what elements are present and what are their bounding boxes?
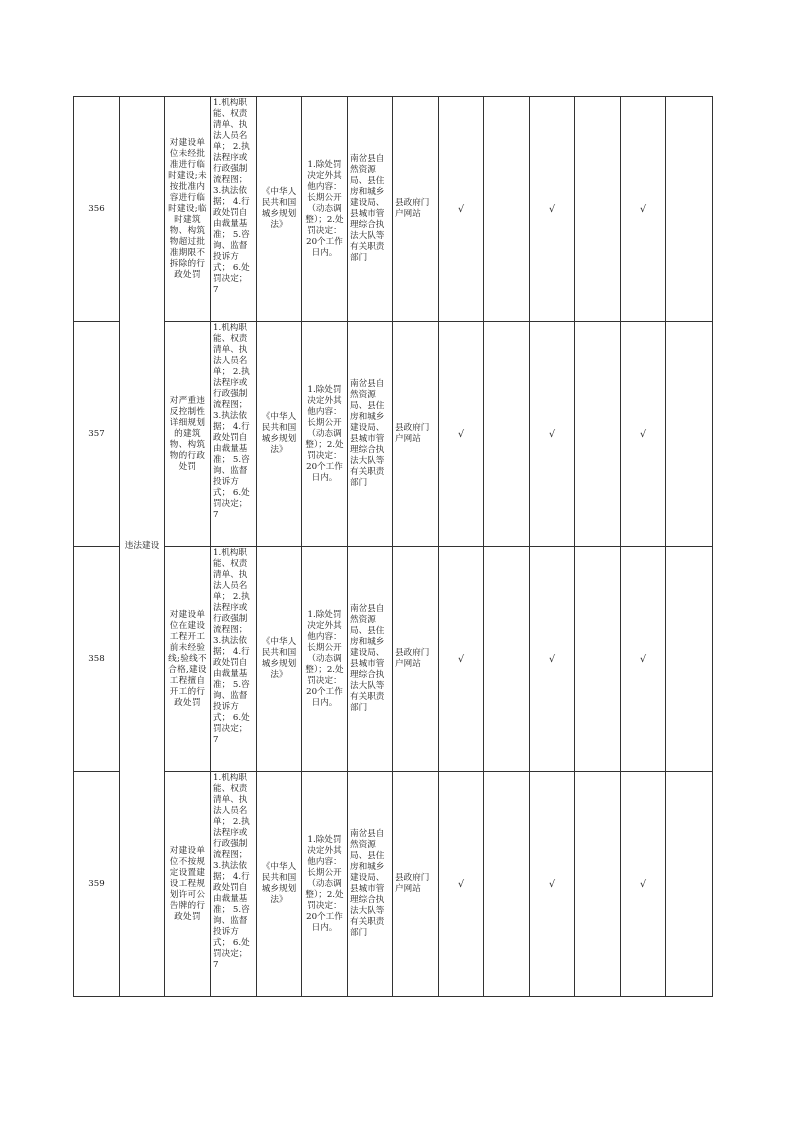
item-name: 对建设单位在建设工程开工前未经验线;验线不合格,建设工程擅自开工的行政处罚 (165, 547, 211, 772)
empty-cell (666, 772, 713, 997)
check-mark: √ (621, 547, 666, 772)
check-mark: √ (621, 97, 666, 322)
disclosure-table (73, 96, 713, 997)
time-limit: 1.除处罚决定外其他内容：长期公开（动态调整）；2.处罚决定：20个工作日内。 (302, 97, 348, 322)
responsible-department: 南岔县自然资源局、县住房和城乡建设局、县城市管理综合执法大队等有关职责部门 (348, 547, 393, 772)
legal-basis: 《中华人民共和国城乡规划法》 (257, 322, 302, 547)
empty-cell (484, 322, 530, 547)
legal-basis: 《中华人民共和国城乡规划法》 (257, 772, 302, 997)
row-number: 359 (74, 772, 120, 997)
check-mark: √ (621, 322, 666, 547)
responsible-department: 南岔县自然资源局、县住房和城乡建设局、县城市管理综合执法大队等有关职责部门 (348, 772, 393, 997)
empty-cell (484, 547, 530, 772)
responsible-department: 南岔县自然资源局、县住房和城乡建设局、县城市管理综合执法大队等有关职责部门 (348, 97, 393, 322)
table-row (74, 547, 713, 772)
empty-cell (575, 322, 621, 547)
time-limit: 1.除处罚决定外其他内容：长期公开（动态调整）；2.处罚决定：20个工作日内。 (302, 772, 348, 997)
disclosure-content: 1.机构职能、权责清单、执法人员名单； 2.执法程序或行政强制流程图； 3.执法依据； 4.行政处罚自由裁量基准； 5.咨询、监督投诉方式； 6.处罚决定； 7 (213, 322, 250, 520)
disclosure-channel: 县政府门户网站 (393, 547, 439, 772)
time-limit: 1.除处罚决定外其他内容：长期公开（动态调整）；2.处罚决定：20个工作日内。 (302, 547, 348, 772)
disclosure-content: 1.机构职能、权责清单、执法人员名单； 2.执法程序或行政强制流程图； 3.执法依据； 4.行政处罚自由裁量基准； 5.咨询、监督投诉方式； 6.处罚决定； 7 (213, 772, 250, 970)
empty-cell (575, 772, 621, 997)
disclosure-content: 1.机构职能、权责清单、执法人员名单； 2.执法程序或行政强制流程图； 3.执法依据； 4.行政处罚自由裁量基准； 5.咨询、监督投诉方式； 6.处罚决定； 7 (213, 547, 250, 745)
empty-cell (484, 97, 530, 322)
empty-cell (484, 772, 530, 997)
row-number: 357 (74, 322, 120, 547)
check-mark: √ (530, 322, 575, 547)
item-name: 对建设单位不按规定设置建设工程规划许可公告牌的行政处罚 (165, 772, 211, 997)
table-row (74, 772, 713, 997)
check-mark: √ (439, 772, 484, 997)
disclosure-channel: 县政府门户网站 (393, 772, 439, 997)
legal-basis: 《中华人民共和国城乡规划法》 (257, 97, 302, 322)
disclosure-channel: 县政府门户网站 (393, 97, 439, 322)
check-mark: √ (530, 772, 575, 997)
row-number: 358 (74, 547, 120, 772)
empty-cell (666, 322, 713, 547)
disclosure-content: 1.机构职能、权责清单、执法人员名单； 2.执法程序或行政强制流程图； 3.执法依据； 4.行政处罚自由裁量基准； 5.咨询、监督投诉方式； 6.处罚决定； 7 (213, 97, 250, 295)
table-row (74, 322, 713, 547)
empty-cell (575, 97, 621, 322)
check-mark: √ (530, 97, 575, 322)
item-name: 对建设单位未经批准进行临时建设;未按批准内容进行临时建设;临时建筑物、构筑物超过批准期限不拆除的行政处罚 (165, 97, 211, 322)
legal-basis: 《中华人民共和国城乡规划法》 (257, 547, 302, 772)
empty-cell (575, 547, 621, 772)
check-mark: √ (621, 772, 666, 997)
check-mark: √ (530, 547, 575, 772)
empty-cell (666, 97, 713, 322)
check-mark: √ (439, 322, 484, 547)
row-number: 356 (74, 97, 120, 322)
check-mark: √ (439, 97, 484, 322)
disclosure-channel: 县政府门户网站 (393, 322, 439, 547)
item-name: 对严重违反控制性详细规划的建筑物、构筑物的行政处罚 (165, 322, 211, 547)
responsible-department: 南岔县自然资源局、县住房和城乡建设局、县城市管理综合执法大队等有关职责部门 (348, 322, 393, 547)
time-limit: 1.除处罚决定外其他内容：长期公开（动态调整）；2.处罚决定：20个工作日内。 (302, 322, 348, 547)
table-row (74, 97, 713, 322)
category-cell: 违法建设 (120, 97, 165, 997)
empty-cell (666, 547, 713, 772)
check-mark: √ (439, 547, 484, 772)
